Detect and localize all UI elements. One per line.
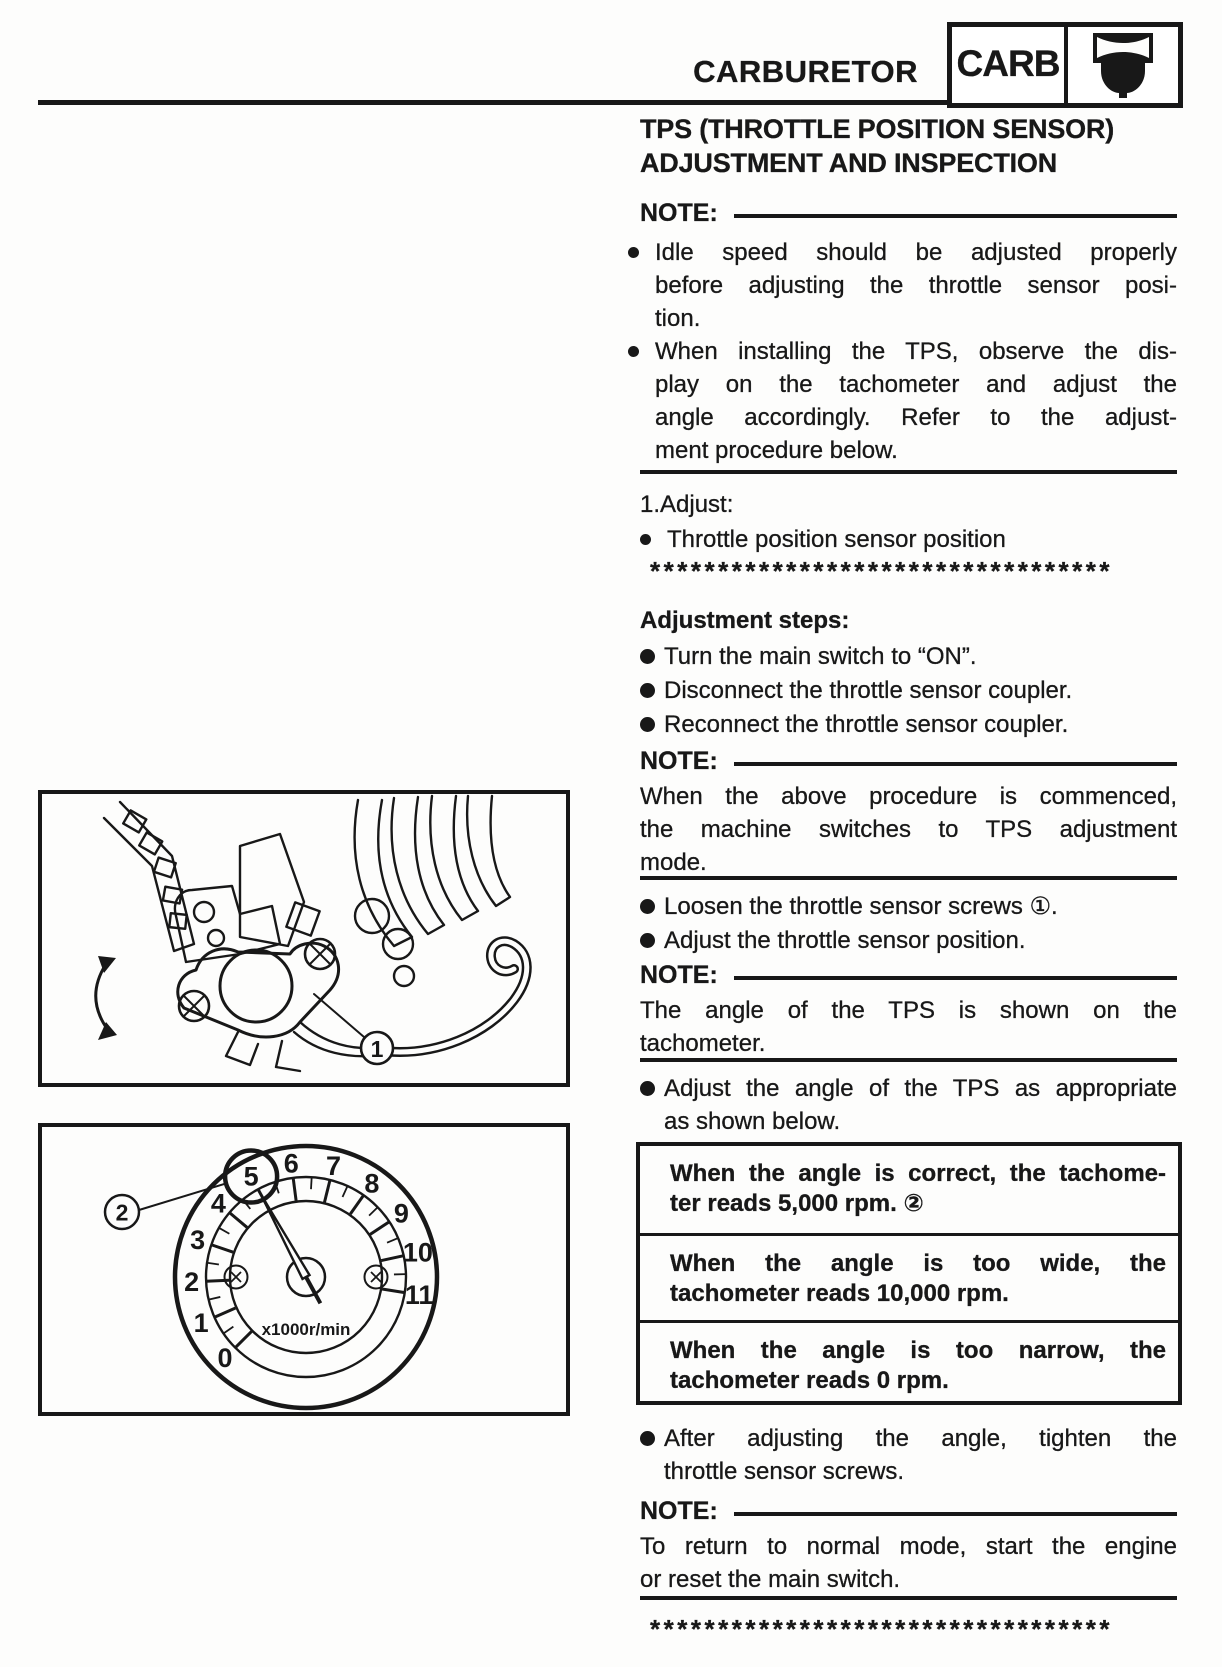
text-line: the machine switches to TPS adjustment: [640, 816, 1177, 843]
table-row-too-wide: [640, 1233, 1178, 1320]
note-rule: [734, 214, 1177, 218]
bullet-icon: [628, 247, 639, 258]
text-line: tion.: [655, 305, 701, 332]
step-tighten-screws: [640, 1422, 1177, 1488]
text-line: play on the tachometer and adjust the: [655, 371, 1177, 398]
adjust-heading: 1.Adjust:: [640, 491, 734, 518]
step-loosen-screws: Loosen the throttle sensor screws ①.: [640, 890, 1177, 923]
note-4-heading: [640, 1498, 1177, 1524]
text-line: mode.: [640, 849, 707, 876]
note-label: NOTE:: [640, 747, 718, 775]
section-title-line2: ADJUSTMENT AND INSPECTION: [640, 148, 1058, 178]
tachometer-results-table: [636, 1142, 1182, 1405]
figure-tps-sensor: [38, 790, 570, 1087]
carburetor-icon: [1068, 27, 1178, 103]
asterisk-divider-bottom: **********************************: [650, 1614, 1114, 1644]
text-line: When installing the TPS, observe the dis-: [655, 338, 1177, 365]
text-line: throttle sensor screws.: [664, 1458, 905, 1485]
text-line: before adjusting the throttle sensor posi-: [655, 272, 1177, 299]
step-adjust-angle: [640, 1072, 1177, 1138]
note-1-heading: [640, 200, 1177, 226]
figure2-callout-2: 2: [115, 1199, 129, 1226]
note-4-end-rule: [640, 1596, 1177, 1600]
gauge-needle: [261, 1195, 325, 1304]
table-row-correct: [640, 1146, 1178, 1233]
note-label: NOTE:: [640, 199, 718, 227]
step-adjust-position: Adjust the throttle sensor position.: [640, 924, 1177, 957]
text-line: tachometer reads 0 rpm.: [670, 1367, 949, 1394]
header-rule: [38, 100, 948, 105]
text-line: The angle of the TPS is shown on the: [640, 997, 1177, 1024]
bullet-icon: [640, 534, 651, 545]
step-bullet-icon: [640, 1431, 655, 1446]
figure-tachometer: [38, 1123, 570, 1416]
text-line: ment procedure below.: [655, 437, 898, 464]
adjust-item: Throttle position sensor position: [640, 523, 1177, 556]
section-title-line1: TPS (THROTTLE POSITION SENSOR): [640, 114, 1115, 144]
gauge-unit-label: x1000r/min: [261, 1320, 351, 1339]
note-1-item-1: [640, 236, 1177, 335]
note-label: NOTE:: [640, 961, 718, 989]
section-title: [640, 112, 1177, 180]
step-bullet-icon: [640, 899, 655, 914]
table-row-too-narrow: [640, 1320, 1178, 1407]
step-bullet-icon: [640, 933, 655, 948]
text-line: To return to normal mode, start the engine: [640, 1533, 1177, 1560]
gauge-number: 2: [184, 1266, 200, 1297]
carb-badge: [947, 22, 1183, 108]
adjustment-steps-label: Adjustment steps:: [640, 607, 850, 634]
tps-sensor-illustration: [42, 794, 566, 1083]
note-label: NOTE:: [640, 1497, 718, 1525]
text-line: Adjust the angle of the TPS as appropriate: [664, 1075, 1177, 1102]
step-bullet-icon: [640, 649, 655, 664]
step-reconnect-coupler: Reconnect the throttle sensor coupler.: [640, 708, 1177, 741]
step-bullet-icon: [640, 683, 655, 698]
note-1-end-rule: [640, 470, 1177, 474]
page-title: CARBURETOR: [693, 54, 918, 89]
note-rule: [734, 762, 1177, 766]
asterisk-divider-top: **********************************: [650, 556, 1114, 586]
gauge-number: 4: [210, 1188, 226, 1219]
gauge-number: 3: [190, 1225, 206, 1256]
figure1-callout-1: 1: [370, 1036, 384, 1062]
gauge-number: 9: [393, 1198, 409, 1229]
text-line: Idle speed should be adjusted properly: [655, 239, 1177, 266]
bullet-icon: [628, 346, 639, 357]
gauge-number: 8: [364, 1168, 380, 1199]
gauge-number: 7: [325, 1150, 342, 1181]
step-bullet-icon: [640, 1081, 655, 1096]
text-line: as shown below.: [664, 1108, 841, 1135]
text-line: When the above procedure is commenced,: [640, 783, 1177, 810]
note-3-body: [640, 994, 1177, 1060]
text-line: After adjusting the angle, tighten the: [664, 1425, 1177, 1452]
tachometer-gauge: [42, 1127, 566, 1412]
text-line: angle accordingly. Refer to the adjust-: [655, 404, 1177, 431]
step-disconnect-coupler: Disconnect the throttle sensor coupler.: [640, 674, 1177, 707]
note-2-body: [640, 780, 1177, 879]
note-3-end-rule: [640, 1058, 1177, 1062]
step-turn-main-switch: Turn the main switch to “ON”.: [640, 640, 1177, 673]
text-line: ter reads 5,000 rpm. ②: [670, 1190, 924, 1217]
text-line: or reset the main switch.: [640, 1566, 901, 1593]
note-2-end-rule: [640, 876, 1177, 880]
carb-badge-label: CARB: [952, 27, 1068, 103]
note-2-heading: [640, 748, 1177, 774]
gauge-number: 1: [193, 1308, 209, 1339]
text-line: tachometer.: [640, 1030, 766, 1057]
text-line: When the angle is too wide, the: [670, 1250, 1166, 1277]
gauge-number: 11: [404, 1279, 434, 1310]
text-line: When the angle is correct, the tachome-: [670, 1160, 1166, 1187]
note-rule: [734, 1512, 1177, 1516]
note-3-heading: [640, 962, 1177, 988]
gauge-number: 5: [243, 1161, 259, 1192]
gauge-number: 0: [217, 1342, 233, 1373]
text-line: tachometer reads 10,000 rpm.: [670, 1280, 1009, 1307]
gauge-number: 6: [283, 1148, 299, 1179]
text-line: When the angle is too narrow, the: [670, 1337, 1166, 1364]
note-1-item-2: [640, 335, 1177, 467]
gauge-number: 10: [402, 1237, 433, 1268]
step-bullet-icon: [640, 717, 655, 732]
note-rule: [734, 976, 1177, 980]
note-4-body: [640, 1530, 1177, 1596]
